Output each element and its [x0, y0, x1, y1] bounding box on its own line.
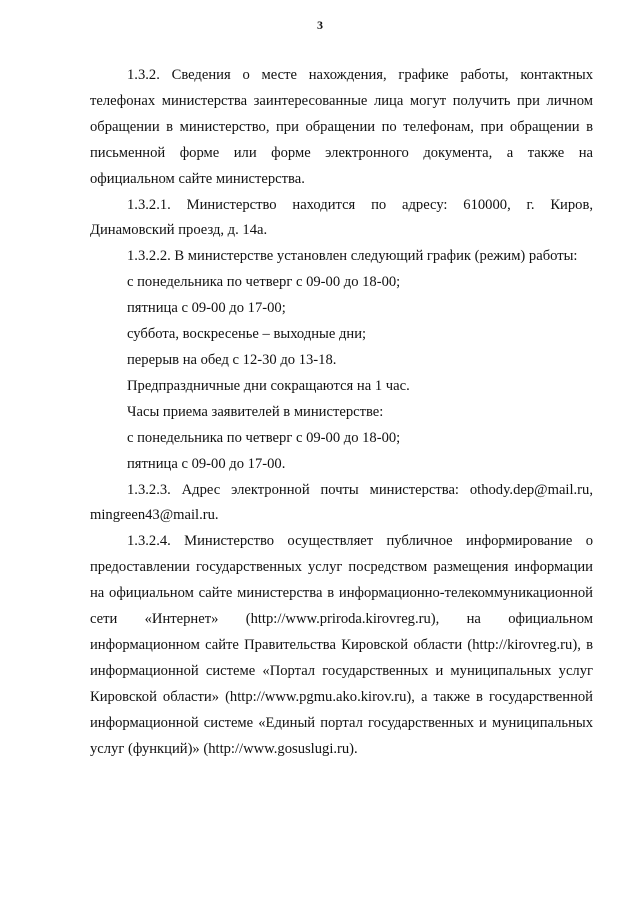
document-body	[90, 63, 593, 762]
paragraph-1-3-2-3: 1.3.2.3. Адрес электронной почты министерства: othody.dep@mail.ru, mingreen43@mail.ru.	[90, 481, 593, 524]
page-number: 3	[317, 18, 323, 32]
schedule-line: пятница с 09-00 до 17-00;	[127, 300, 286, 317]
schedule-line: суббота, воскресенье – выходные дни;	[127, 326, 367, 343]
schedule-line: Предпраздничные дни сокращаются на 1 час.	[127, 377, 410, 394]
schedule-line: с понедельника по четверг с 09-00 до 18-00;	[127, 274, 401, 291]
schedule-line: перерыв на обед с 12-30 до 13-18.	[127, 351, 337, 368]
schedule-line: Часы приема заявителей в министерстве:	[127, 403, 384, 420]
schedule-line: с понедельника по четверг с 09-00 до 18-00;	[127, 429, 401, 446]
paragraph-1-3-2: 1.3.2. Сведения о месте нахождения, графике работы, контактных телефонах министерства заинтересованные лица могут получить при личном обращении в министерство, при обращении по телефонам, при обращении в письменной форме или форме электронного документа, а также на официальном сайте министерства.	[90, 67, 593, 187]
schedule-line: пятница с 09-00 до 17-00.	[127, 455, 286, 472]
paragraph-1-3-2-2: 1.3.2.2. В министерстве установлен следующий график (режим) работы:	[127, 248, 578, 265]
paragraph-1-3-2-4: 1.3.2.4. Министерство осуществляет публичное информирование о предоставлении государственных услуг посредством размещения информации на официальном сайте министерства в информационно-телекоммуникационной сети «Интернет» (http://www.priroda.kirovreg.ru), на официальном информационном сайте Правительства Кировской области (http://kirovreg.ru), в информационной системе «Портал государственных и муниципальных услуг Кировской области» (http://www.pgmu.ako.kirov.ru), а также в государственной информационной системе «Единый портал государственных и муниципальных услуг (функций)» (http://www.gosuslugi.ru).	[90, 533, 593, 757]
paragraph-1-3-2-1: 1.3.2.1. Министерство находится по адресу: 610000, г. Киров, Динамовский проезд, д. 14а.	[90, 196, 593, 239]
